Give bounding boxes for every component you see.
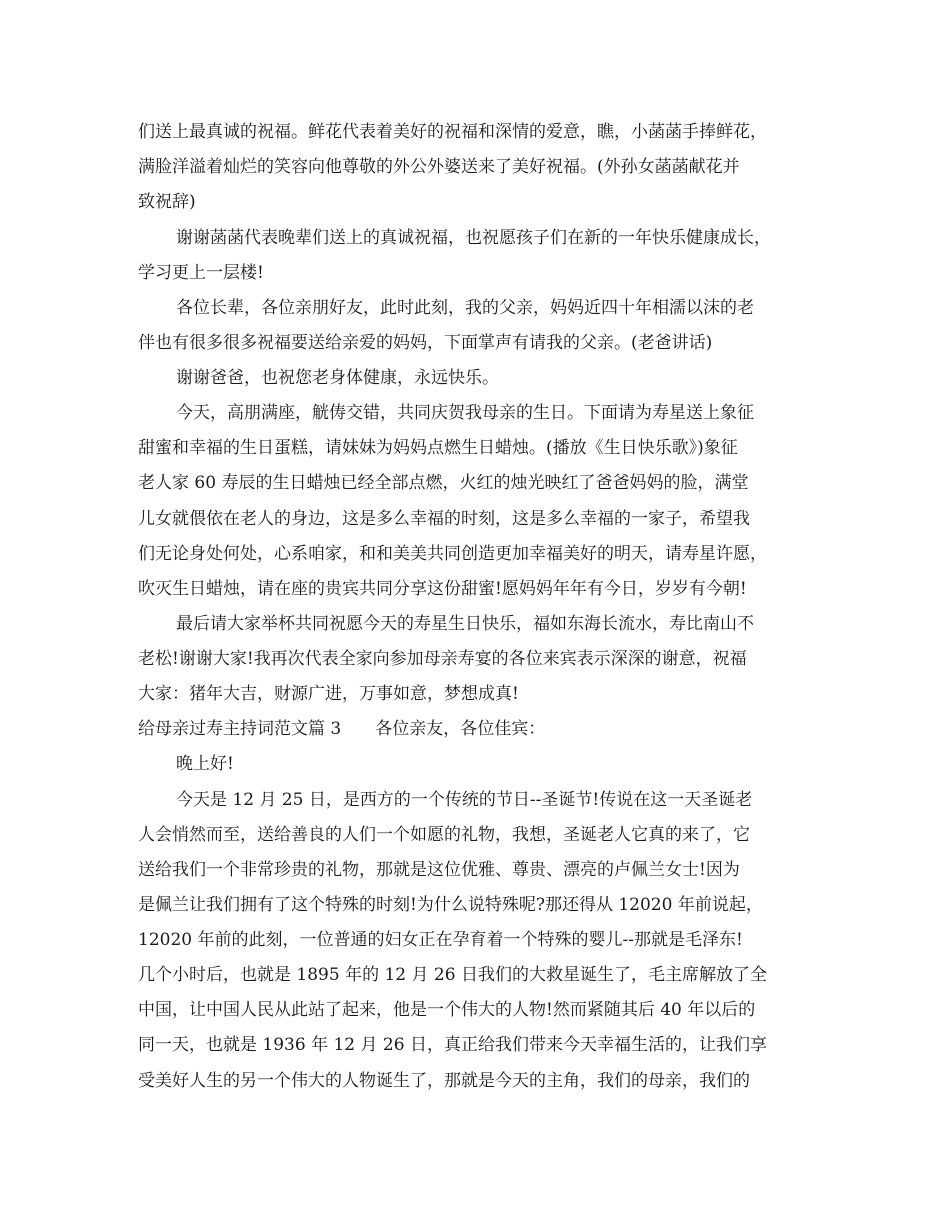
text-line: 儿女就偎依在老人的身边，这是多么幸福的时刻，这是多么幸福的一家子，希望我 <box>138 509 750 529</box>
text-line: 老松!谢谢大家!我再次代表全家向参加母亲寿宴的各位来宾表示深深的谢意，祝福 <box>138 649 747 669</box>
text-line: 是佩兰让我们拥有了这个特殊的时刻!为什么说特殊呢?那还得从 12020 年前说起， <box>138 895 763 915</box>
text-line: 吹灭生日蜡烛，请在座的贵宾共同分享这份甜蜜!愿妈妈年年有今日，岁岁有今朝! <box>138 579 747 599</box>
text-line: 今天是 12 月 25 日，是西方的一个传统的节日--圣诞节!传说在这一天圣诞老 <box>176 790 753 810</box>
text-line: 们无论身处何处，心系咱家，和和美美共同创造更加幸福美好的明天，请寿星许愿， <box>138 544 767 564</box>
text-line: 送给我们一个非常珍贵的礼物，那就是这位优雅、尊贵、漂亮的卢佩兰女士!因为 <box>138 860 740 880</box>
text-line: 致祝辞) <box>138 192 196 212</box>
text-line: 学习更上一层楼! <box>138 263 264 283</box>
text-line: 最后请大家举杯共同祝愿今天的寿星生日快乐，福如东海长流水，寿比南山不 <box>176 614 754 634</box>
text-line: 今天，高朋满座，觥俦交错，共同庆贺我母亲的生日。下面请为寿星送上象征 <box>176 403 754 423</box>
text-line: 谢谢爸爸，也祝您老身体健康，永远快乐。 <box>176 368 499 388</box>
section-heading: 给母亲过寿主持词范文篇 3 各位亲友，各位佳宾： <box>138 719 546 739</box>
text-line: 人会悄然而至，送给善良的人们一个如愿的礼物，我想，圣诞老人它真的来了，它 <box>138 825 750 845</box>
text-line: 满脸洋溢着灿烂的笑容向他尊敬的外公外婆送来了美好祝福。(外孙女菡菡献花并 <box>138 157 740 177</box>
text-line: 伴也有很多很多祝福要送给亲爱的妈妈，下面掌声有请我的父亲。(老爸讲话) <box>138 333 713 353</box>
text-line: 老人家 60 寿辰的生日蜡烛已经全部点燃，火红的烛光映红了爸爸妈妈的脸，满堂 <box>138 473 749 493</box>
text-line: 晚上好! <box>176 754 234 774</box>
text-line: 受美好人生的另一个伟大的人物诞生了，那就是今天的主角，我们的母亲，我们的 <box>138 1071 750 1091</box>
text-line: 谢谢菡菡代表晚辈们送上的真诚祝福，也祝愿孩子们在新的一年快乐健康成长， <box>176 228 771 248</box>
text-line: 同一天，也就是 1936 年 12 月 26 日，真正给我们带来今天幸福生活的，让我们享 <box>138 1035 767 1055</box>
text-line: 12020 年前的此刻，一位普通的妇女正在孕育着一个特殊的婴儿--那就是毛泽东! <box>138 930 743 950</box>
text-line: 几个小时后，也就是 1895 年的 12 月 26 日我们的大救星诞生了，毛主席解放了全 <box>138 965 767 985</box>
text-line: 们送上最真诚的祝福。鲜花代表着美好的祝福和深情的爱意，瞧，小菡菡手捧鲜花， <box>138 122 767 142</box>
text-line: 中国，让中国人民从此站了起来，他是一个伟大的人物!然而紧随其后 40 年以后的 <box>138 1000 756 1020</box>
text-line: 各位长辈，各位亲朋好友，此时此刻，我的父亲，妈妈近四十年相濡以沫的老 <box>176 298 754 318</box>
text-line: 大家：猪年大吉，财源广进，万事如意，梦想成真! <box>138 684 519 704</box>
text-line: 甜蜜和幸福的生日蛋糕，请妹妹为妈妈点燃生日蜡烛。(播放《生日快乐歌》)象征 <box>138 438 738 458</box>
